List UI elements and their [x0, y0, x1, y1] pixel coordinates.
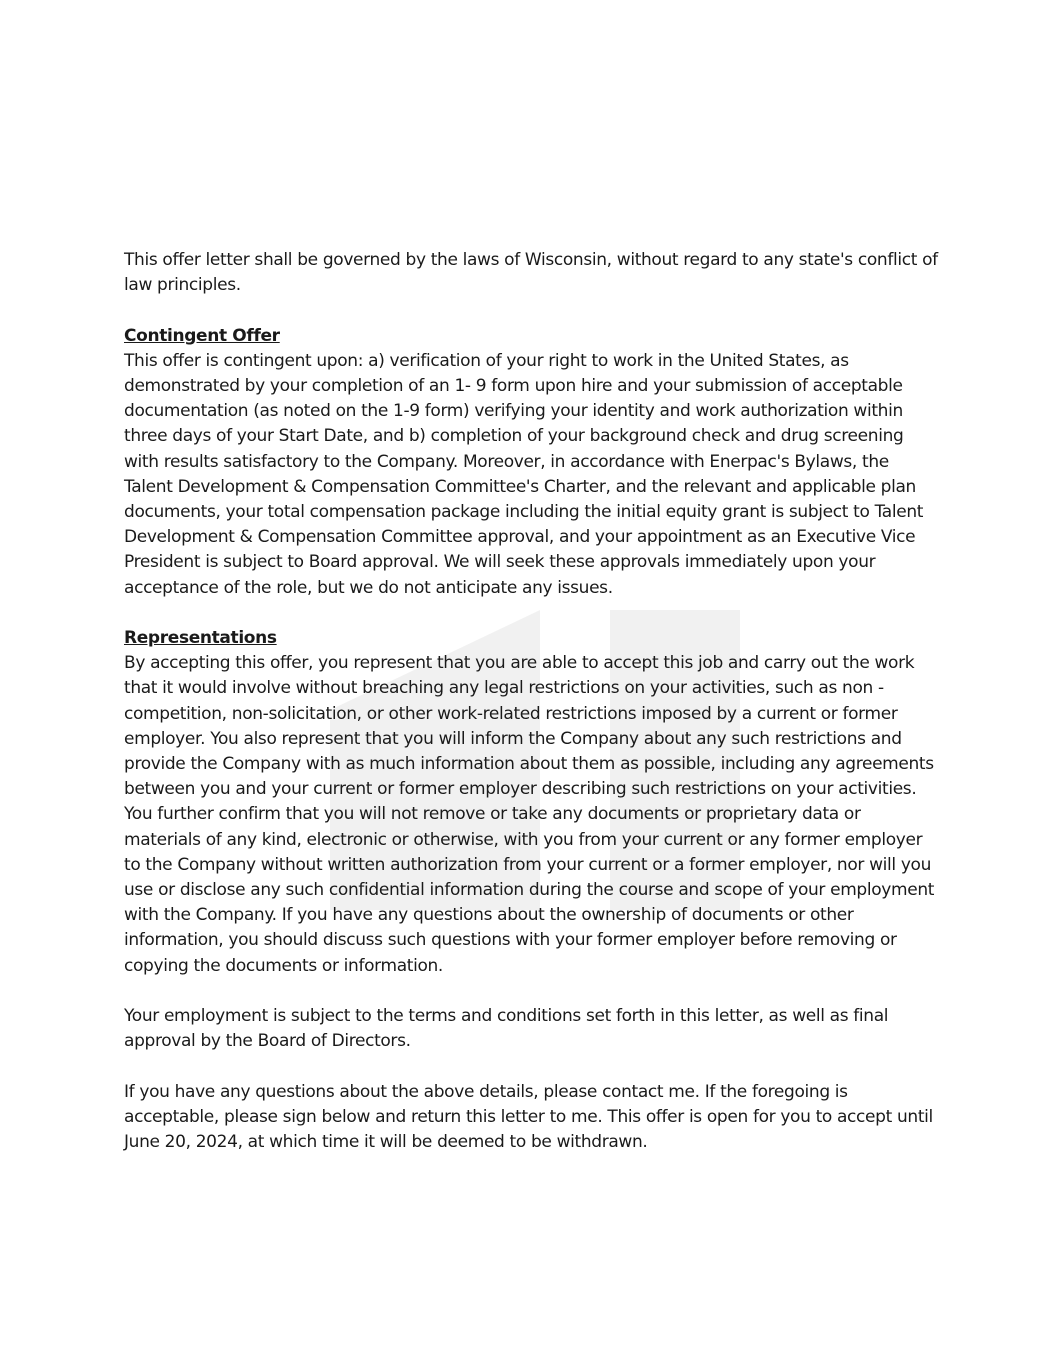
contingent-offer-heading: Contingent Offer	[124, 325, 280, 346]
questions-acceptance-paragraph: If you have any questions about the above details, please contact me. If the foregoing is acceptable, please sign below and return this letter to me. This offer is open for you to accept until June 20, 2024, at which time it will be deemed to be withdrawn.	[124, 1081, 933, 1153]
governing-law-paragraph: This offer letter shall be governed by the laws of Wisconsin, without regard to any state's conflict of law principles.	[124, 250, 938, 296]
employment-terms-paragraph: Your employment is subject to the terms and conditions set forth in this letter, as well as final approval by the Board of Directors.	[124, 1006, 889, 1052]
letter-body	[124, 248, 939, 1180]
representations-heading: Representations	[124, 628, 277, 649]
contingent-offer-paragraph: This offer is contingent upon: a) verification of your right to work in the United States, as demonstrated by your completion of an 1- 9 form upon hire and your submission of acceptable documentation (as noted on the 1-9 form) verifying your identity and work authorization within three days of your Start Date, and b) completion of your background check and drug screening with results satisfactory to the Company. Moreover, in accordance with Enerpac's Bylaws, the Talent Development & Compensation Committee's Charter, and the relevant and applicable plan documents, your total compensation package including the initial equity grant is subject to Talent Development & Compensation Committee approval, and your appointment as an Executive Vice President is subject to Board approval. We will seek these approvals immediately upon your acceptance of the role, but we do not anticipate any issues.	[124, 350, 924, 598]
representations-paragraph: By accepting this offer, you represent that you are able to accept this job and carry out the work that it would involve without breaching any legal restrictions on your activities, such as non -competition, non-solicitation, or other work-related restrictions imposed by a current or former employer. You also represent that you will inform the Company about any such restrictions and provide the Company with as much information about them as possible, including any agreements between you and your current or former employer describing such restrictions on your activities. You further confirm that you will not remove or take any documents or proprietary data or materials of any kind, electronic or otherwise, with you from your current or any former employer to the Company without written authorization from your current or a former employer, nor will you use or disclose any such confidential information during the course and scope of your employment with the Company. If you have any questions about the ownership of documents or other information, you should discuss such questions with your former employer before removing or copying the documents or information.	[124, 653, 935, 976]
